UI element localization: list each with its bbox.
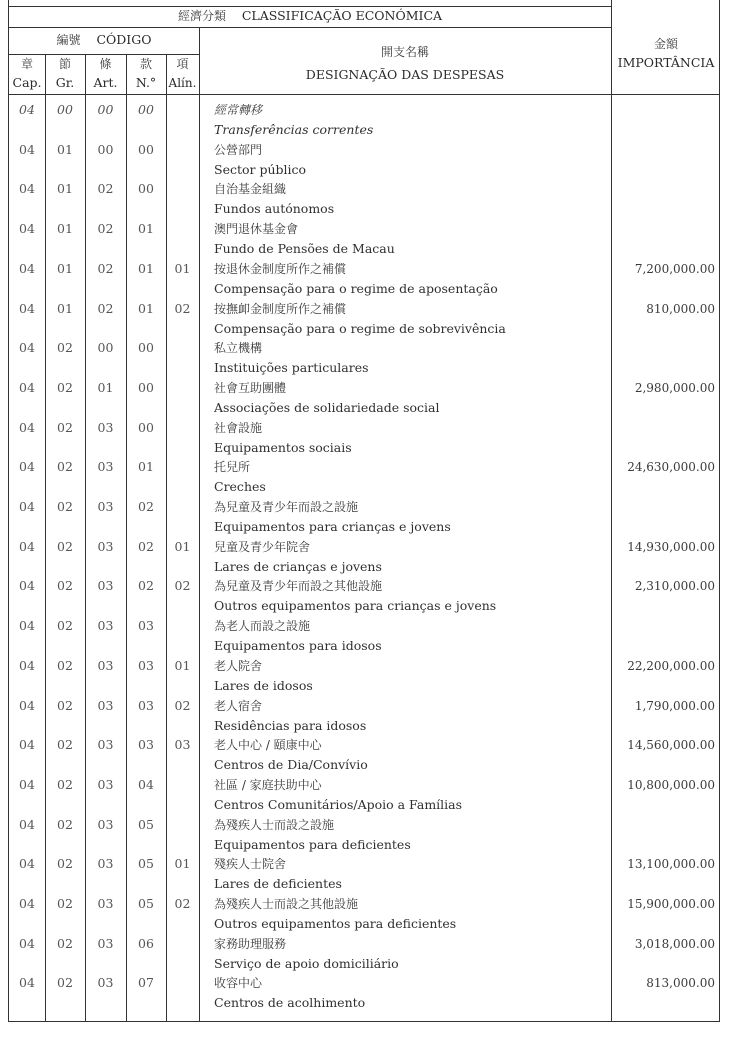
designation-pt-text: Lares de idosos <box>214 677 313 693</box>
code-art: 03 <box>97 856 114 872</box>
code-gr: 01 <box>57 260 73 276</box>
code-art: 00 <box>97 141 114 157</box>
code-art: 03 <box>97 896 114 911</box>
code-art: 02 <box>97 181 114 197</box>
designation-pt-text: Equipamentos para crianças e jovens <box>214 519 451 534</box>
col-divider-1 <box>45 54 46 1021</box>
designation-pt-text: Outros equipamentos para deficientes <box>214 916 457 931</box>
code-cap: 04 <box>19 896 35 911</box>
budget-table <box>8 0 720 1022</box>
code-no: 00 <box>138 181 154 197</box>
code-art: 02 <box>97 300 114 316</box>
col-gr-zh: 節 <box>58 57 71 71</box>
designation-pt-text: Equipamentos para idosos <box>214 638 382 654</box>
code-gr: 02 <box>57 896 73 911</box>
code-no: 00 <box>138 419 154 435</box>
code-art: 03 <box>97 538 114 554</box>
code-alin: 03 <box>174 737 191 753</box>
code-header <box>9 33 199 47</box>
code-no: 05 <box>138 856 154 872</box>
code-alin: 02 <box>174 896 191 911</box>
code-gr: 01 <box>57 300 73 316</box>
code-alin: 01 <box>174 856 191 872</box>
amount-value: 14,560,000.00 <box>627 738 715 753</box>
code-no: 02 <box>138 578 154 594</box>
code-alin: 01 <box>174 657 191 673</box>
designation-zh-text: 老人中心 / 頤康中心 <box>214 738 322 753</box>
code-no: 01 <box>138 260 154 276</box>
code-art: 03 <box>97 578 114 594</box>
designation-pt-text: Equipamentos para deficientes <box>214 836 411 852</box>
code-cap: 04 <box>19 181 35 197</box>
classification-header <box>9 9 611 23</box>
code-cap: 04 <box>19 340 35 356</box>
designation-zh-text: 為殘疾人士而設之其他設施 <box>214 897 359 911</box>
designation-zh-text: 收容中心 <box>214 976 263 991</box>
code-zh: 編號 <box>56 33 81 47</box>
code-gr: 02 <box>57 419 73 435</box>
amount-value: 2,980,000.00 <box>634 380 715 395</box>
code-no: 03 <box>138 657 154 673</box>
designation-zh-text: 社區 / 家庭扶助中心 <box>214 777 322 792</box>
code-art: 03 <box>97 935 114 951</box>
code-cap: 04 <box>19 816 35 832</box>
amount-value: 10,800,000.00 <box>627 777 715 792</box>
classification-zh: 經濟分類 <box>177 9 226 23</box>
code-gr: 02 <box>57 340 73 356</box>
code-gr: 02 <box>57 856 73 872</box>
code-alin: 01 <box>174 260 191 276</box>
header-top-rule <box>9 6 611 7</box>
amount-zh: 金額 <box>653 37 678 51</box>
designation-pt-text: Compensação para o regime de sobrevivência <box>214 320 506 336</box>
col-gr-pt: Gr. <box>55 75 75 90</box>
designation-zh-text: 殘疾人士院舍 <box>214 857 287 872</box>
code-cap: 04 <box>19 975 35 991</box>
designation-zh-text: 為兒童及青少年而設之設施 <box>214 500 359 514</box>
designation-zh-text: 按撫卹金制度所作之補償 <box>214 301 347 316</box>
designation-pt-text: Lares de deficientes <box>214 876 342 892</box>
code-no: 03 <box>138 697 154 713</box>
code-cap: 04 <box>19 618 35 634</box>
designation-zh-text: 社會設施 <box>214 420 263 435</box>
designation-pt-text: Residências para idosos <box>214 717 367 733</box>
designation-zh-text: 私立機構 <box>214 341 263 356</box>
designation-zh-text: 公營部門 <box>214 142 263 157</box>
code-cap: 04 <box>19 697 35 713</box>
amount-value: 14,930,000.00 <box>627 539 715 554</box>
designation-pt-text: Serviço de apoio domiciliário <box>214 955 399 971</box>
designation-zh-text: 為兒童及青少年而設之其他設施 <box>214 579 383 594</box>
code-no: 03 <box>138 737 154 753</box>
code-no: 03 <box>138 618 154 634</box>
code-cap: 04 <box>19 776 35 792</box>
code-gr: 02 <box>57 737 73 753</box>
code-art: 03 <box>97 816 114 832</box>
amount-value: 1,790,000.00 <box>634 698 715 713</box>
code-gr: 01 <box>57 221 73 237</box>
designation-pt: DESIGNAÇÃO DAS DESPESAS <box>305 67 505 82</box>
designation-pt-text: Lares de crianças e jovens <box>214 558 382 574</box>
designation-pt-text: Creches <box>214 479 266 495</box>
header-sub-rule <box>9 27 611 28</box>
code-gr: 02 <box>57 657 73 673</box>
code-no: 07 <box>138 975 154 991</box>
code-cap: 04 <box>19 260 35 276</box>
amount-value: 3,018,000.00 <box>634 936 715 951</box>
code-cap: 04 <box>19 578 35 594</box>
code-art: 03 <box>97 459 114 475</box>
code-no: 00 <box>138 340 154 356</box>
designation-pt-text: Outros equipamentos para crianças e jovens <box>214 598 497 614</box>
code-cap: 04 <box>19 657 35 673</box>
col-alin-zh: 項 <box>176 57 189 71</box>
code-no: 06 <box>138 935 154 951</box>
designation-pt-text: Centros Comunitários/Apoio a Famílias <box>214 796 463 812</box>
code-gr: 02 <box>57 379 73 395</box>
designation-zh-text: 澳門退休基金會 <box>214 222 299 237</box>
designation-zh-text: 托兒所 <box>214 460 251 475</box>
col-divider-3 <box>126 54 127 1021</box>
code-cap: 04 <box>19 221 35 237</box>
col-divider-4 <box>166 54 167 1021</box>
code-art: 03 <box>97 737 114 753</box>
code-art: 02 <box>97 260 114 276</box>
designation-zh-text: 老人院舍 <box>214 658 263 673</box>
code-cap: 04 <box>19 499 35 514</box>
col-no-zh: 款 <box>139 57 152 71</box>
code-cap: 04 <box>19 419 35 435</box>
code-art: 03 <box>97 776 114 792</box>
code-no: 00 <box>138 141 154 157</box>
designation-zh-text: 社會互助團體 <box>214 380 287 395</box>
header-bottom-rule <box>9 94 720 95</box>
code-cap: 04 <box>19 102 35 117</box>
amount-value: 7,200,000.00 <box>634 261 715 276</box>
designation-pt-text: Transferências correntes <box>214 122 374 137</box>
code-cap: 04 <box>19 538 35 554</box>
amount-value: 15,900,000.00 <box>627 897 715 911</box>
code-cap: 04 <box>19 459 35 475</box>
designation-pt-text: Associações de solidariedade social <box>214 399 440 415</box>
amount-value: 810,000.00 <box>646 301 715 316</box>
designation-zh-text: 家務助理服務 <box>214 936 287 951</box>
amount-value: 13,100,000.00 <box>627 857 715 872</box>
col-divider-amount <box>611 0 612 1021</box>
amount-value: 24,630,000.00 <box>627 460 715 475</box>
code-cap: 04 <box>19 141 35 157</box>
designation-pt-text: Fundos autónomos <box>214 201 335 217</box>
code-no: 04 <box>138 776 154 792</box>
code-art: 03 <box>97 697 114 713</box>
classification-pt: CLASSIFICAÇÃO ECONÓMICA <box>241 8 443 23</box>
code-rule <box>9 54 199 55</box>
designation-zh-text: 為老人而設之設施 <box>214 619 311 634</box>
code-no: 01 <box>138 300 154 316</box>
col-art-pt: Art. <box>93 75 118 90</box>
col-cap-pt: Cap. <box>12 75 42 90</box>
code-art: 01 <box>97 379 114 395</box>
code-gr: 01 <box>57 141 73 157</box>
code-alin: 02 <box>174 697 191 713</box>
code-cap: 04 <box>19 379 35 395</box>
amount-value: 813,000.00 <box>646 976 715 991</box>
code-no: 02 <box>138 538 154 554</box>
code-alin: 02 <box>174 300 191 316</box>
designation-zh-text: 經常轉移 <box>214 103 263 117</box>
code-art: 00 <box>97 340 114 356</box>
code-gr: 00 <box>57 102 73 117</box>
amount-value: 22,200,000.00 <box>627 658 715 673</box>
col-divider-code <box>199 27 200 1021</box>
code-no: 00 <box>138 379 154 395</box>
designation-zh-text: 為殘疾人士而設之設施 <box>214 817 335 832</box>
amount-value: 2,310,000.00 <box>634 579 715 594</box>
code-no: 05 <box>138 896 154 911</box>
code-no: 01 <box>138 459 154 475</box>
designation-pt-text: Centros de acolhimento <box>214 995 366 1011</box>
code-art: 03 <box>97 419 114 435</box>
code-cap: 04 <box>19 935 35 951</box>
designation-pt-text: Centros de Dia/Convívio <box>214 757 368 773</box>
col-art-zh: 條 <box>99 57 112 71</box>
code-alin: 01 <box>174 538 191 554</box>
designation-zh-text: 按退休金制度所作之補償 <box>214 261 347 276</box>
designation-zh: 開支名稱 <box>380 45 429 59</box>
code-gr: 02 <box>57 697 73 713</box>
code-gr: 02 <box>57 459 73 475</box>
code-gr: 02 <box>57 975 73 991</box>
code-no: 01 <box>138 221 154 237</box>
col-no-pt: N.° <box>135 75 157 90</box>
code-art: 03 <box>97 618 114 634</box>
col-divider-2 <box>85 54 86 1021</box>
code-cap: 04 <box>19 300 35 316</box>
code-gr: 02 <box>57 538 73 554</box>
designation-zh-text: 兒童及青少年院舍 <box>214 539 311 554</box>
code-pt: CÓDIGO <box>96 32 152 47</box>
designation-zh-text: 老人宿舍 <box>214 698 263 713</box>
code-gr: 02 <box>57 776 73 792</box>
code-gr: 02 <box>57 935 73 951</box>
code-cap: 04 <box>19 737 35 753</box>
designation-pt-text: Compensação para o regime de aposentação <box>214 280 498 296</box>
code-cap: 04 <box>19 856 35 872</box>
designation-pt-text: Fundo de Pensões de Macau <box>214 241 395 257</box>
code-no: 05 <box>138 816 154 832</box>
code-art: 02 <box>97 221 114 237</box>
amount-pt: IMPORTÂNCIA <box>617 55 715 70</box>
code-alin: 02 <box>174 578 191 594</box>
code-gr: 02 <box>57 578 73 594</box>
designation-pt-text: Sector público <box>214 161 307 177</box>
code-gr: 02 <box>57 816 73 832</box>
col-alin-pt: Alín. <box>168 76 197 90</box>
designation-pt-text: Equipamentos sociais <box>214 439 352 455</box>
code-no: 02 <box>138 499 154 514</box>
designation-pt-text: Instituições particulares <box>214 360 369 376</box>
designation-zh-text: 自治基金組織 <box>214 182 287 197</box>
code-art: 03 <box>97 975 114 991</box>
col-cap-zh: 章 <box>20 57 33 71</box>
code-art: 03 <box>97 499 114 514</box>
code-no: 00 <box>138 102 154 117</box>
code-art: 00 <box>97 102 114 117</box>
code-gr: 01 <box>57 181 73 197</box>
code-art: 03 <box>97 657 114 673</box>
code-gr: 02 <box>57 499 73 514</box>
code-gr: 02 <box>57 618 73 634</box>
